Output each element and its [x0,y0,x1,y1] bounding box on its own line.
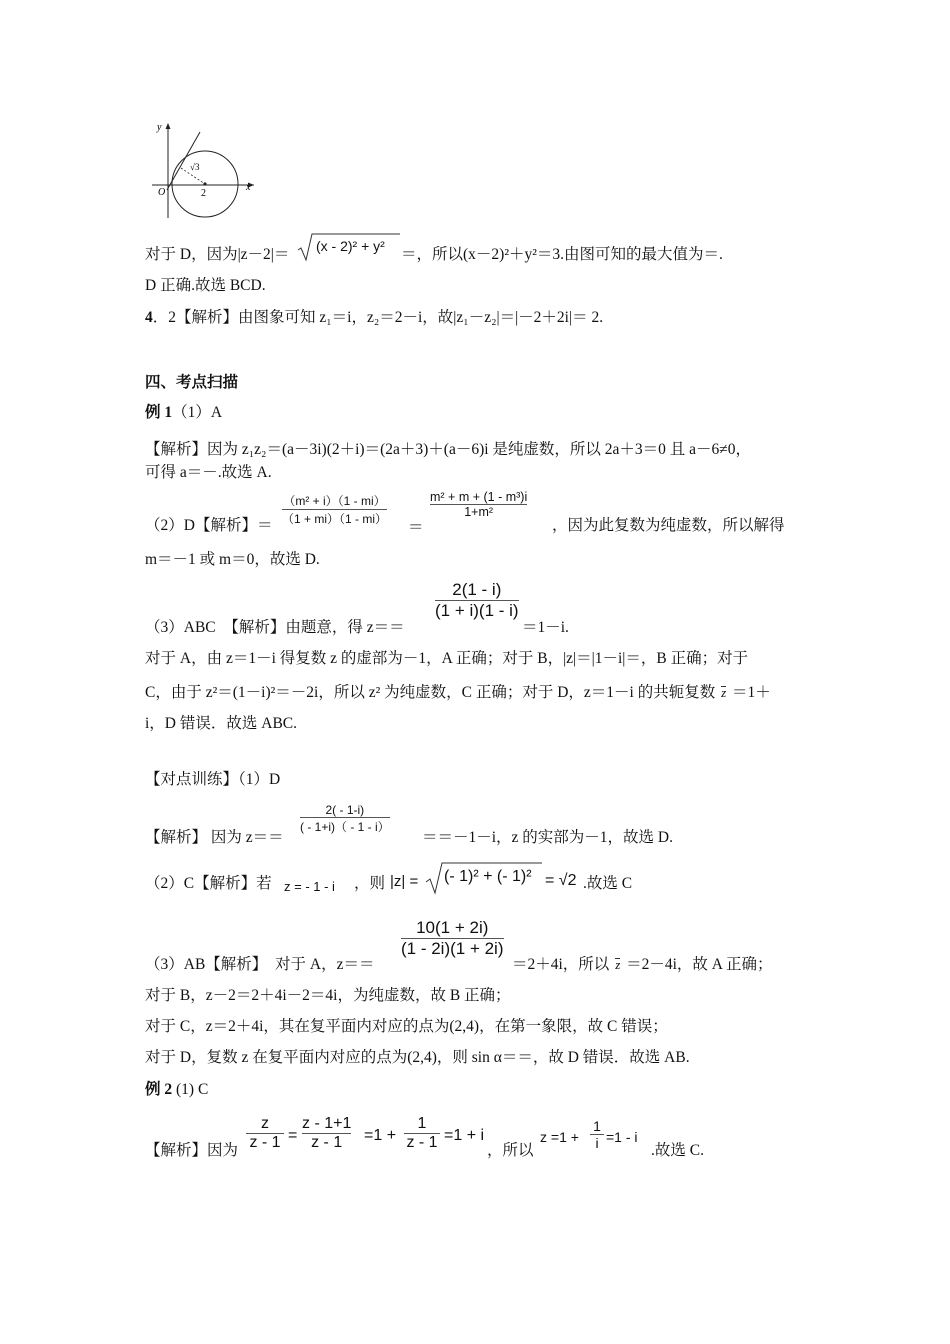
denominator: 1+m² [464,505,494,519]
text-line: 对于 D，复数 z 在复平面内对应的点为(2,4)，则 sin α＝＝，故 D 错误．故选 AB. [145,1049,690,1066]
text-line: （3）ABC 【解析】由题意，得 z＝＝ [145,619,405,636]
numerator: 2( - 1-i) [325,803,365,817]
fraction [401,918,504,959]
text-line: i，D 错误．故选 ABC. [145,715,297,732]
text-span: =1 + i [444,1127,485,1144]
numerator: z [261,1115,269,1132]
numerator: m² + m + (1 - m³)i [430,490,528,504]
denominator: z - 1 [249,1134,281,1151]
equals-sign: ＝ [408,519,424,536]
text-span: ，所以 [487,1142,534,1159]
text-line: .故选 C. [651,1142,704,1159]
center-label: 2 [201,188,206,199]
text-span: ，则 [354,875,386,892]
text-span: z =1 + [540,1129,579,1145]
text-line: ＝1－i. [522,619,569,636]
sqrt-result: = √2 [545,872,577,889]
fraction [302,1115,351,1152]
text-line [145,307,603,329]
text-line [145,244,289,266]
text-line: 可得 a＝－.故选 A. [145,464,272,481]
section-heading: 四、考点扫描 [145,374,239,391]
text-line: 对于 B，z－2＝2＋4i－2＝4i，为纯虚数，故 B 正确； [145,987,511,1004]
text-line: m＝－1 或 m＝0，故选 D. [145,551,320,568]
denominator: （1 + mi）（1 - mi） [282,512,388,526]
origin-label: O [158,187,166,198]
text-line: ＝＝－1－i，z 的实部为－1，故选 D. [422,829,674,846]
text-line: 对于 A，由 z＝1－i 得复数 z 的虚部为－1，A 正确；对于 B，|z|＝|1－i|＝，B 正确；对于 [145,650,749,667]
text-line: 【解析】 因为 z＝＝ [145,829,284,846]
text-line: ，因为此复数为纯虚数，所以解得 [552,517,785,534]
text-line [145,682,771,704]
numerator: （m² + i）（1 - mi） [283,494,386,508]
text-span: C，由于 z²＝(1－i)²＝－2i，所以 z² 为纯虚数，C 正确；对于 D，z＝1－i 的共轭复数 [145,684,716,701]
text-span: ．2【解析】由图象可知 z₁＝i，z₂＝2－i，故|z₁－z₂|＝|－2＋2i|＝ 2. [152,309,604,326]
conjugate-z: z [615,957,621,972]
text-span: ＝1＋ [732,684,771,701]
numerator: 1 [593,1118,601,1134]
text-line: （2）D【解析】＝ [145,517,273,534]
numerator: 2(1 - i) [452,580,502,599]
text-span: ＝，所以(x－2)²＋y²＝3.由图可知的最大值为＝. [401,246,723,263]
denominator: (1 + i)(1 - i) [435,601,519,620]
y-axis-label: y [157,122,162,133]
denominator: z - 1 [311,1134,343,1151]
numerator: 1 [417,1115,427,1132]
text-line: D 正确.故选 BCD. [145,277,266,294]
numerator: z - 1+1 [302,1115,352,1132]
z-expression: z = - 1 - i [284,879,335,894]
text-line [512,954,773,976]
text-line [145,1079,208,1101]
sqrt-body: (x - 2)² + y² [316,238,385,254]
denominator: (1 - 2i)(1 + 2i) [401,939,504,958]
text-line: （2）C【解析】若 [145,875,272,892]
denominator: z - 1 [406,1134,438,1151]
text-line: .故选 C [583,875,633,892]
text-line: 【对点训练】（1）D [145,771,281,788]
fraction [590,1118,604,1151]
denominator: ( - 1+i)（ - 1 - i） [300,820,390,834]
text-span: （1）A [172,404,223,421]
text-line: 对于 C，z＝2＋4i，其在复平面内对应的点为(2,4)，在第一象限，故 C 错误； [145,1018,668,1035]
text-span: (1) C [172,1081,209,1098]
circle-tangent-figure [148,118,258,223]
denominator: i [595,1135,599,1151]
text-span: =1 + [364,1127,397,1144]
fraction [246,1115,284,1152]
text-span: ＝2－4i，故 A 正确； [626,956,773,973]
text-span: 对于 D，因为|z－2|＝ [145,246,290,263]
text-line: 【解析】因为 [145,1142,239,1159]
fraction [430,490,527,519]
question-number: 4 [145,309,153,326]
fraction [282,492,387,527]
example-label: 例 1 [145,404,173,421]
sqrt-body: (- 1)² + (- 1)² [444,868,532,885]
equals-sign: = [288,1127,298,1144]
text-line [401,244,723,266]
conjugate-z: z [721,685,727,700]
fraction [435,580,519,621]
text-span: =1 - i [606,1129,638,1145]
fraction [404,1115,440,1152]
text-line: 【解析】因为 z₁z₂＝(a－3i)(2＋i)＝(2a＋3)＋(a－6)i 是纯虚数，所以 2a＋3＝0 且 a－6≠0， [145,441,752,458]
text-span: ＝2＋4i，所以 [512,956,610,973]
radius-label: √3 [190,162,200,172]
fraction [300,803,390,835]
abs-z: |z| = [390,873,419,890]
text-line [145,402,222,424]
numerator: 10(1 + 2i) [416,918,489,937]
example-label: 例 2 [145,1081,173,1098]
text-line: （3）AB【解析】 对于 A，z＝＝ [145,956,375,973]
x-axis-label: x [246,182,251,193]
